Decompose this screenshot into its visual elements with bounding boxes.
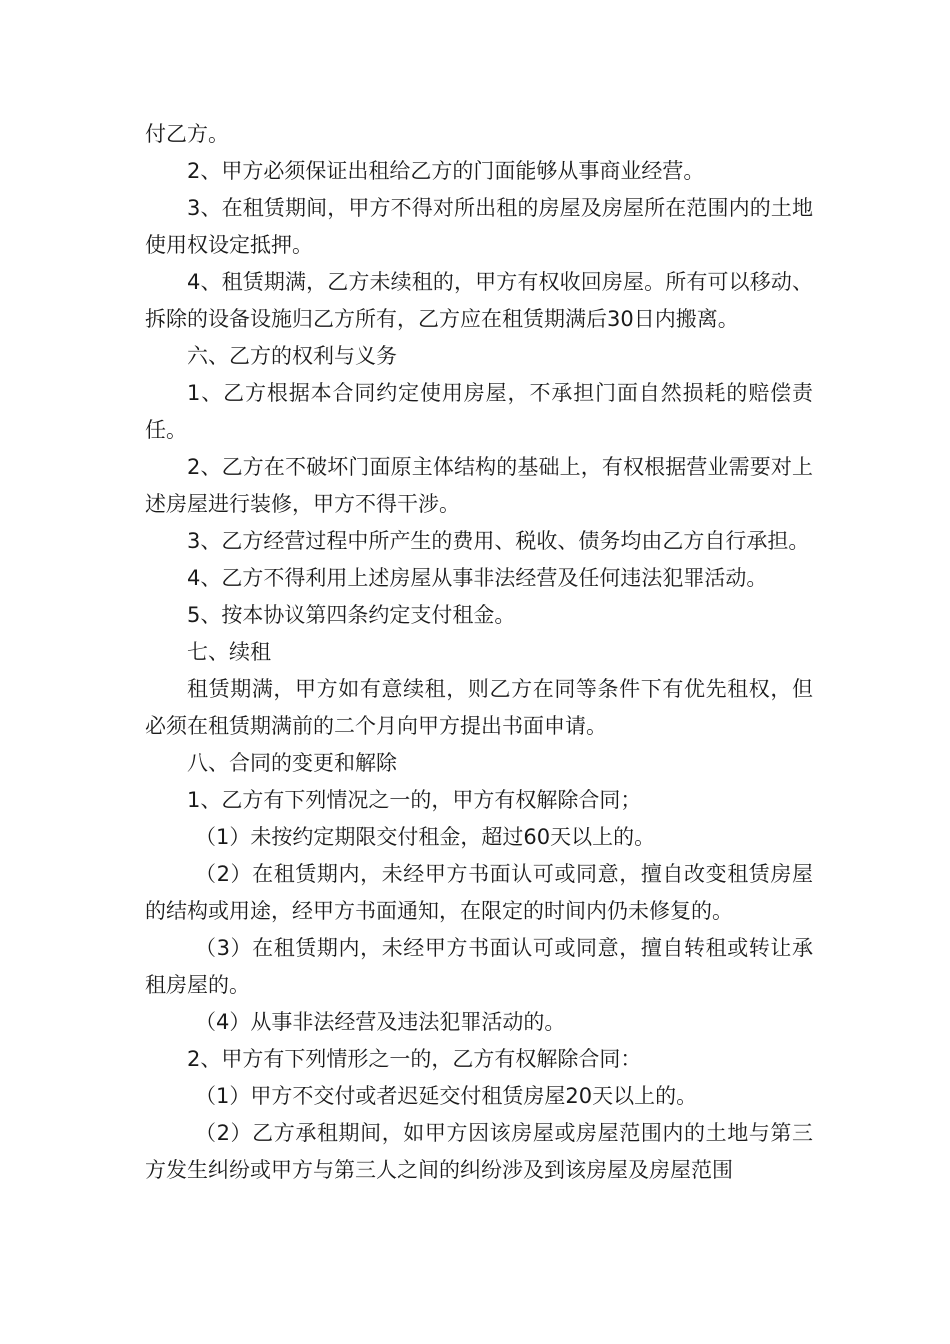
paragraph: 2、甲方有下列情形之一的，乙方有权解除合同： xyxy=(187,1047,642,1071)
paragraph: 2、甲方必须保证出租给乙方的门面能够从事商业经营。 xyxy=(187,159,705,183)
paragraph: 4、乙方不得利用上述房屋从事非法经营及任何违法犯罪活动。 xyxy=(187,566,768,590)
paragraph: 租赁期满，甲方如有意续租，则乙方在同等条件下有优先租权，但必须在租赁期满前的二个月向甲方提出书面申请。 xyxy=(145,677,813,738)
list-item: （3）在租赁期内，未经甲方书面认可或同意，擅自转租或转让承租房屋的。 xyxy=(145,936,813,997)
list-item: （1）未按约定期限交付租金，超过60天以上的。 xyxy=(195,825,656,849)
paragraph: 3、在租赁期间，甲方不得对所出租的房屋及房屋所在范围内的土地使用权设定抵押。 xyxy=(145,196,813,257)
section-heading: 六、乙方的权利与义务 xyxy=(187,344,397,368)
paragraph: 1、乙方有下列情况之一的，甲方有权解除合同； xyxy=(187,788,642,812)
paragraph: 2、乙方在不破坏门面原主体结构的基础上，有权根据营业需要对上述房屋进行装修，甲方不得干涉。 xyxy=(145,455,813,516)
paragraph: 4、租赁期满，乙方未续租的，甲方有权收回房屋。所有可以移动、拆除的设备设施归乙方所有，乙方应在租赁期满后30日内搬离。 xyxy=(145,270,813,331)
list-item: （2）在租赁期内，未经甲方书面认可或同意，擅自改变租赁房屋的结构或用途，经甲方书面通知，在限定的时间内仍未修复的。 xyxy=(145,862,813,923)
paragraph: 1、乙方根据本合同约定使用房屋，不承担门面自然损耗的赔偿责任。 xyxy=(145,381,813,442)
list-item: （4）从事非法经营及违法犯罪活动的。 xyxy=(195,1010,566,1034)
paragraph: 5、按本协议第四条约定支付租金。 xyxy=(187,603,516,627)
section-heading: 七、续租 xyxy=(187,640,271,664)
list-item: （2）乙方承租期间，如甲方因该房屋或房屋范围内的土地与第三方发生纠纷或甲方与第三人之间的纠纷涉及到该房屋及房屋范围 xyxy=(145,1121,813,1182)
paragraph: 3、乙方经营过程中所产生的费用、税收、债务均由乙方自行承担。 xyxy=(187,529,810,553)
section-heading: 八、合同的变更和解除 xyxy=(187,751,397,775)
paragraph: 付乙方。 xyxy=(145,122,229,146)
list-item: （1）甲方不交付或者迟延交付租赁房屋20天以上的。 xyxy=(195,1084,698,1108)
document-body xyxy=(145,116,813,1189)
